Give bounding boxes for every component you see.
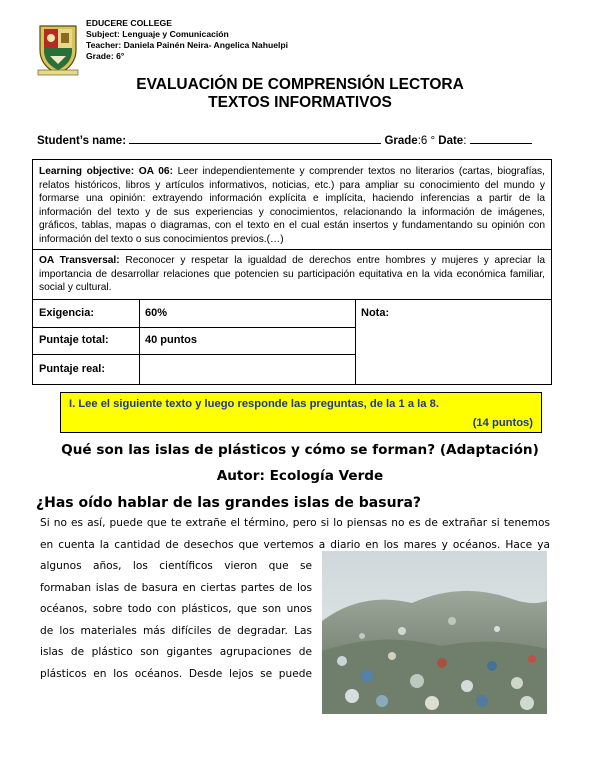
learning-objective-box [32, 159, 552, 250]
date-field[interactable] [470, 133, 532, 144]
subject-line: Subject: Lenguaje y Comunicación [86, 29, 229, 39]
real-label: Puntaje real: [39, 363, 106, 375]
total-value: 40 puntos [145, 334, 197, 346]
article-paragraph-wrap [40, 556, 312, 685]
article-line: de los materiales más difíciles de degradar. Las [40, 624, 312, 637]
article-line: en cuenta la cantidad de desechos que vertemos a diario en los mares y océanos. Hace ya [40, 538, 550, 551]
student-name-label: Student’s name: [37, 135, 127, 147]
grade-line: Grade: 6° [86, 51, 125, 61]
instruction-text: I. Lee el siguiente texto y luego responde las preguntas, de la 1 a la 8. [69, 398, 439, 410]
objective-label: Learning objective: OA 06: [39, 166, 173, 177]
transversal-label: OA Transversal: [39, 255, 120, 266]
nota-field[interactable] [361, 324, 545, 378]
student-info-line [37, 133, 547, 147]
article-line: formaban islas de basura en ciertas partes de los [40, 581, 312, 594]
grade-value: :6 ° [417, 135, 436, 147]
real-score-field[interactable] [145, 360, 349, 380]
objective-text: Leer independientemente y comprender textos no literarios (cartas, biografías, relatos históricos, libros y artículos informativos, noticias, etc.) para ampliar su conocimiento del mundo y formarse una opinión: extrayendo información explícita e implícita, haciendo inferencias a partir de la información del texto y de sus experiencias y conocimientos, relacionando la información de imágenes, gráficos, tablas, mapas o diagramas, con el texto en el cual están insertos y fundamentando su opinión con información del texto o sus conocimientos previos.(…) [39, 166, 545, 245]
page-subtitle: TEXTOS INFORMATIVOS [208, 94, 392, 111]
article-paragraph-full [40, 513, 550, 556]
article-line: islas de plástico son gigantes agrupaciones de [40, 646, 312, 658]
school-crest-logo [36, 20, 80, 76]
exigencia-value: 60% [145, 307, 168, 319]
date-label: Date [438, 135, 464, 147]
plastic-island-photo [322, 551, 547, 714]
instruction-points: (14 puntos) [472, 417, 533, 429]
school-name: EDUCERE COLLEGE [86, 18, 172, 28]
article-author: Autor: Ecología Verde [216, 468, 384, 484]
page-title: EVALUACIÓN DE COMPRENSIÓN LECTORA [136, 76, 464, 93]
school-header [36, 18, 336, 82]
article-line: océanos, sobre todo con plásticos, que son unos [40, 603, 312, 615]
transversal-text: Reconocer y respetar la igualdad de derechos entre hombres y mujeres y apreciar la importancia de desarrollar relaciones que potencien su participación equitativa en la vida económica familiar, social y cultural. [39, 255, 545, 294]
instruction-box [60, 392, 542, 433]
exigencia-label: Exigencia: [39, 307, 95, 319]
nota-label: Nota: [361, 307, 390, 319]
article-title: Qué son las islas de plásticos y cómo se forman? (Adaptación) [61, 442, 539, 458]
grade-label: Grade [384, 135, 418, 147]
date-colon: : [463, 135, 467, 147]
article-question-heading: ¿Has oído hablar de las grandes islas de basura? [36, 495, 422, 511]
teacher-line: Teacher: Daniela Painén Neira- Angelica Nahuelpi [86, 40, 289, 50]
total-label: Puntaje total: [39, 334, 109, 346]
article-line: Si no es así, puede que te extrañe el término, pero si lo piensas no es de extrañar si tenemos [40, 517, 550, 529]
score-table [32, 300, 552, 385]
student-name-field[interactable] [129, 133, 381, 144]
article-line: algunos años, los científicos vieron que se [40, 560, 312, 572]
transversal-objective-box [32, 250, 552, 300]
article-line: plásticos en los océanos. Desde lejos se puede [40, 667, 312, 680]
